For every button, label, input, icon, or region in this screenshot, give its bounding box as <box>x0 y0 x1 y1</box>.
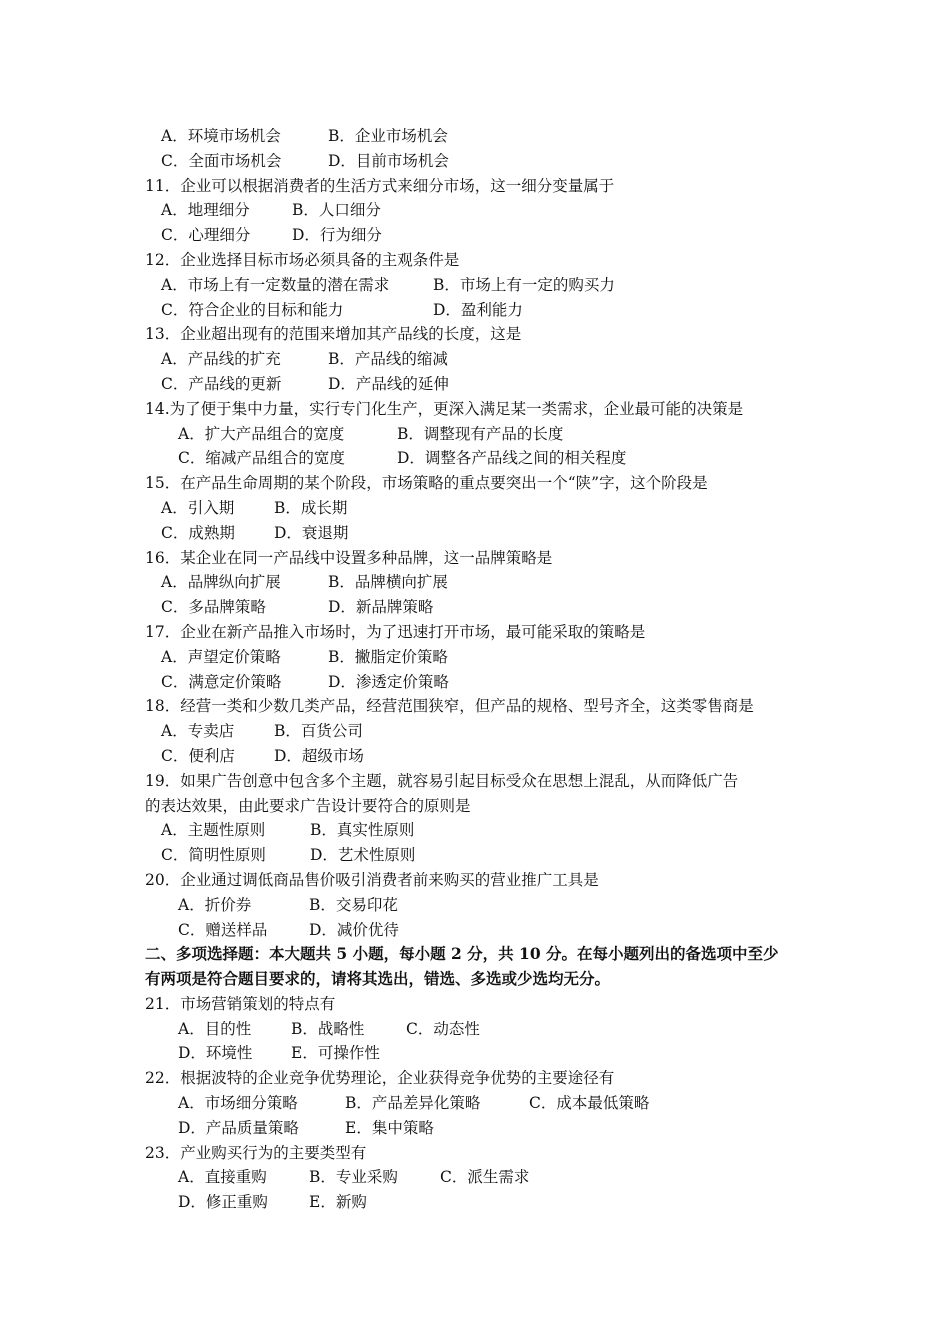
line-text: 18．经营一类和少数几类产品，经营范围狭窄，但产品的规格、型号齐全，这类零售商是 <box>145 697 754 716</box>
line-text: 15．在产品生命周期的某个阶段，市场策略的重点要突出一个“陕”字，这个阶段是 <box>145 474 708 493</box>
option-text: B．真实性原则 <box>310 821 415 840</box>
option-text: B．交易印花 <box>309 895 398 914</box>
option-text: C．赠送样品 <box>178 920 268 939</box>
option-text: C．符合企业的目标和能力 <box>161 300 344 319</box>
option-text: C．动态性 <box>406 1019 480 1038</box>
line-text: 23．产业购买行为的主要类型有 <box>145 1143 367 1162</box>
question-line <box>0 694 950 719</box>
options-line <box>0 744 950 769</box>
line-text: 11．企业可以根据消费者的生活方式来细分市场，这一细分变量属于 <box>145 176 615 195</box>
line-text: 有两项是符合题目要求的，请将其选出，错选、多选或少选均无分。 <box>145 969 611 989</box>
options-line <box>0 670 950 695</box>
line-text: 19．如果广告创意中包含多个主题，就容易引起目标受众在思想上混乱，从而降低广告 <box>145 771 739 790</box>
option-text: D．盈利能力 <box>433 300 523 319</box>
section-heading-line <box>0 967 950 992</box>
question-line <box>0 868 950 893</box>
option-text: D．艺术性原则 <box>310 846 416 865</box>
option-text: D．产品线的延伸 <box>328 374 449 393</box>
option-text: E．集中策略 <box>345 1118 434 1137</box>
option-text: D．渗透定价策略 <box>328 672 449 691</box>
option-text: C．派生需求 <box>440 1168 530 1187</box>
option-text: C．成本最低策略 <box>529 1094 650 1113</box>
option-text: C．产品线的更新 <box>161 374 282 393</box>
option-text: A．产品线的扩充 <box>161 350 281 369</box>
options-line <box>0 1116 950 1141</box>
options-line <box>0 1041 950 1066</box>
options-line <box>0 818 950 843</box>
option-text: C．缩减产品组合的宽度 <box>178 449 345 468</box>
option-text: D．超级市场 <box>274 746 364 765</box>
option-text: A．声望定价策略 <box>161 647 281 666</box>
options-line <box>0 595 950 620</box>
option-text: C．满意定价策略 <box>161 672 282 691</box>
line-text: 13．企业超出现有的范围来增加其产品线的长度，这是 <box>145 325 522 344</box>
option-text: C．简明性原则 <box>161 846 266 865</box>
options-line <box>0 496 950 521</box>
option-text: A．折价券 <box>178 895 252 914</box>
options-line <box>0 149 950 174</box>
option-text: A．环境市场机会 <box>161 127 281 145</box>
option-text: A．主题性原则 <box>161 821 266 840</box>
options-line <box>0 446 950 471</box>
option-text: B．品牌横向扩展 <box>328 573 448 592</box>
option-text: E．新购 <box>309 1193 367 1212</box>
option-text: D．新品牌策略 <box>328 598 434 617</box>
option-text: A．地理细分 <box>161 201 250 220</box>
question-line <box>0 794 950 819</box>
question-line <box>0 471 950 496</box>
option-text: C．全面市场机会 <box>161 151 282 170</box>
option-text: A．扩大产品组合的宽度 <box>178 424 345 443</box>
option-text: A．目的性 <box>178 1019 252 1038</box>
question-line <box>0 769 950 794</box>
question-line <box>0 546 950 571</box>
question-line <box>0 620 950 645</box>
option-text: D．衰退期 <box>274 523 349 542</box>
option-text: B．人口细分 <box>292 201 381 220</box>
option-text: B．企业市场机会 <box>328 127 448 145</box>
options-line <box>0 422 950 447</box>
option-text: C．心理细分 <box>161 226 251 245</box>
line-text: 21．市场营销策划的特点有 <box>145 994 336 1013</box>
option-text: B．战略性 <box>291 1019 365 1038</box>
option-text: D．修正重购 <box>178 1193 268 1212</box>
option-text: D．调整各产品线之间的相关程度 <box>397 449 627 468</box>
option-text: A．专卖店 <box>161 722 235 741</box>
options-line <box>0 1091 950 1116</box>
options-line <box>0 719 950 744</box>
question-line <box>0 992 950 1017</box>
option-text: B．专业采购 <box>309 1168 398 1187</box>
option-text: D．产品质量策略 <box>178 1118 299 1137</box>
question-line <box>0 174 950 199</box>
option-text: B．百货公司 <box>274 722 363 741</box>
option-text: A．引入期 <box>161 498 235 517</box>
option-text: B．成长期 <box>274 498 348 517</box>
options-line <box>0 645 950 670</box>
option-text: B．产品线的缩减 <box>328 350 448 369</box>
line-text: 12．企业选择目标市场必须具备的主观条件是 <box>145 250 460 269</box>
line-text: 20．企业通过调低商品售价吸引消费者前来购买的营业推广工具是 <box>145 870 599 889</box>
option-text: D．行为细分 <box>292 226 382 245</box>
question-line <box>0 1141 950 1166</box>
line-text: 二、多项选择题：本大题共 5 小题，每小题 2 分，共 10 分。在每小题列出的备选项中至少 <box>145 944 779 964</box>
option-text: D．环境性 <box>178 1044 253 1063</box>
option-text: D．目前市场机会 <box>328 151 449 170</box>
options-line <box>0 893 950 918</box>
option-text: A．市场上有一定数量的潜在需求 <box>161 275 390 294</box>
exam-page <box>0 124 950 1215</box>
options-line <box>0 223 950 248</box>
line-text: 的表达效果，由此要求广告设计要符合的原则是 <box>145 796 471 815</box>
options-line <box>0 124 950 149</box>
question-line <box>0 248 950 273</box>
option-text: A．直接重购 <box>178 1168 267 1187</box>
line-text: 16．某企业在同一产品线中设置多种品牌，这一品牌策略是 <box>145 548 553 567</box>
options-line <box>0 843 950 868</box>
option-text: A．市场细分策略 <box>178 1094 298 1113</box>
line-text: 22．根据波特的企业竞争优势理论，企业获得竞争优势的主要途径有 <box>145 1069 615 1088</box>
option-text: A．品牌纵向扩展 <box>161 573 281 592</box>
options-line <box>0 570 950 595</box>
options-line <box>0 347 950 372</box>
options-line <box>0 372 950 397</box>
option-text: B．市场上有一定的购买力 <box>433 275 615 294</box>
option-text: C．成熟期 <box>161 523 235 542</box>
section-heading-line <box>0 942 950 967</box>
question-line <box>0 322 950 347</box>
option-text: B．撇脂定价策略 <box>328 647 448 666</box>
option-text: B．调整现有产品的长度 <box>397 424 564 443</box>
options-line <box>0 298 950 323</box>
question-line <box>0 1066 950 1091</box>
option-text: C．多品牌策略 <box>161 598 266 617</box>
options-line <box>0 918 950 943</box>
options-line <box>0 1165 950 1190</box>
options-line <box>0 198 950 223</box>
option-text: E．可操作性 <box>291 1044 380 1063</box>
line-text: 14.为了便于集中力量，实行专门化生产，更深入满足某一类需求，企业最可能的决策是 <box>145 399 744 418</box>
question-line <box>0 397 950 422</box>
options-line <box>0 521 950 546</box>
option-text: C．便利店 <box>161 746 235 765</box>
line-text: 17．企业在新产品推入市场时，为了迅速打开市场，最可能采取的策略是 <box>145 622 646 641</box>
option-text: D．减价优待 <box>309 920 399 939</box>
options-line <box>0 1017 950 1042</box>
options-line <box>0 273 950 298</box>
option-text: B．产品差异化策略 <box>345 1094 481 1113</box>
options-line <box>0 1190 950 1215</box>
